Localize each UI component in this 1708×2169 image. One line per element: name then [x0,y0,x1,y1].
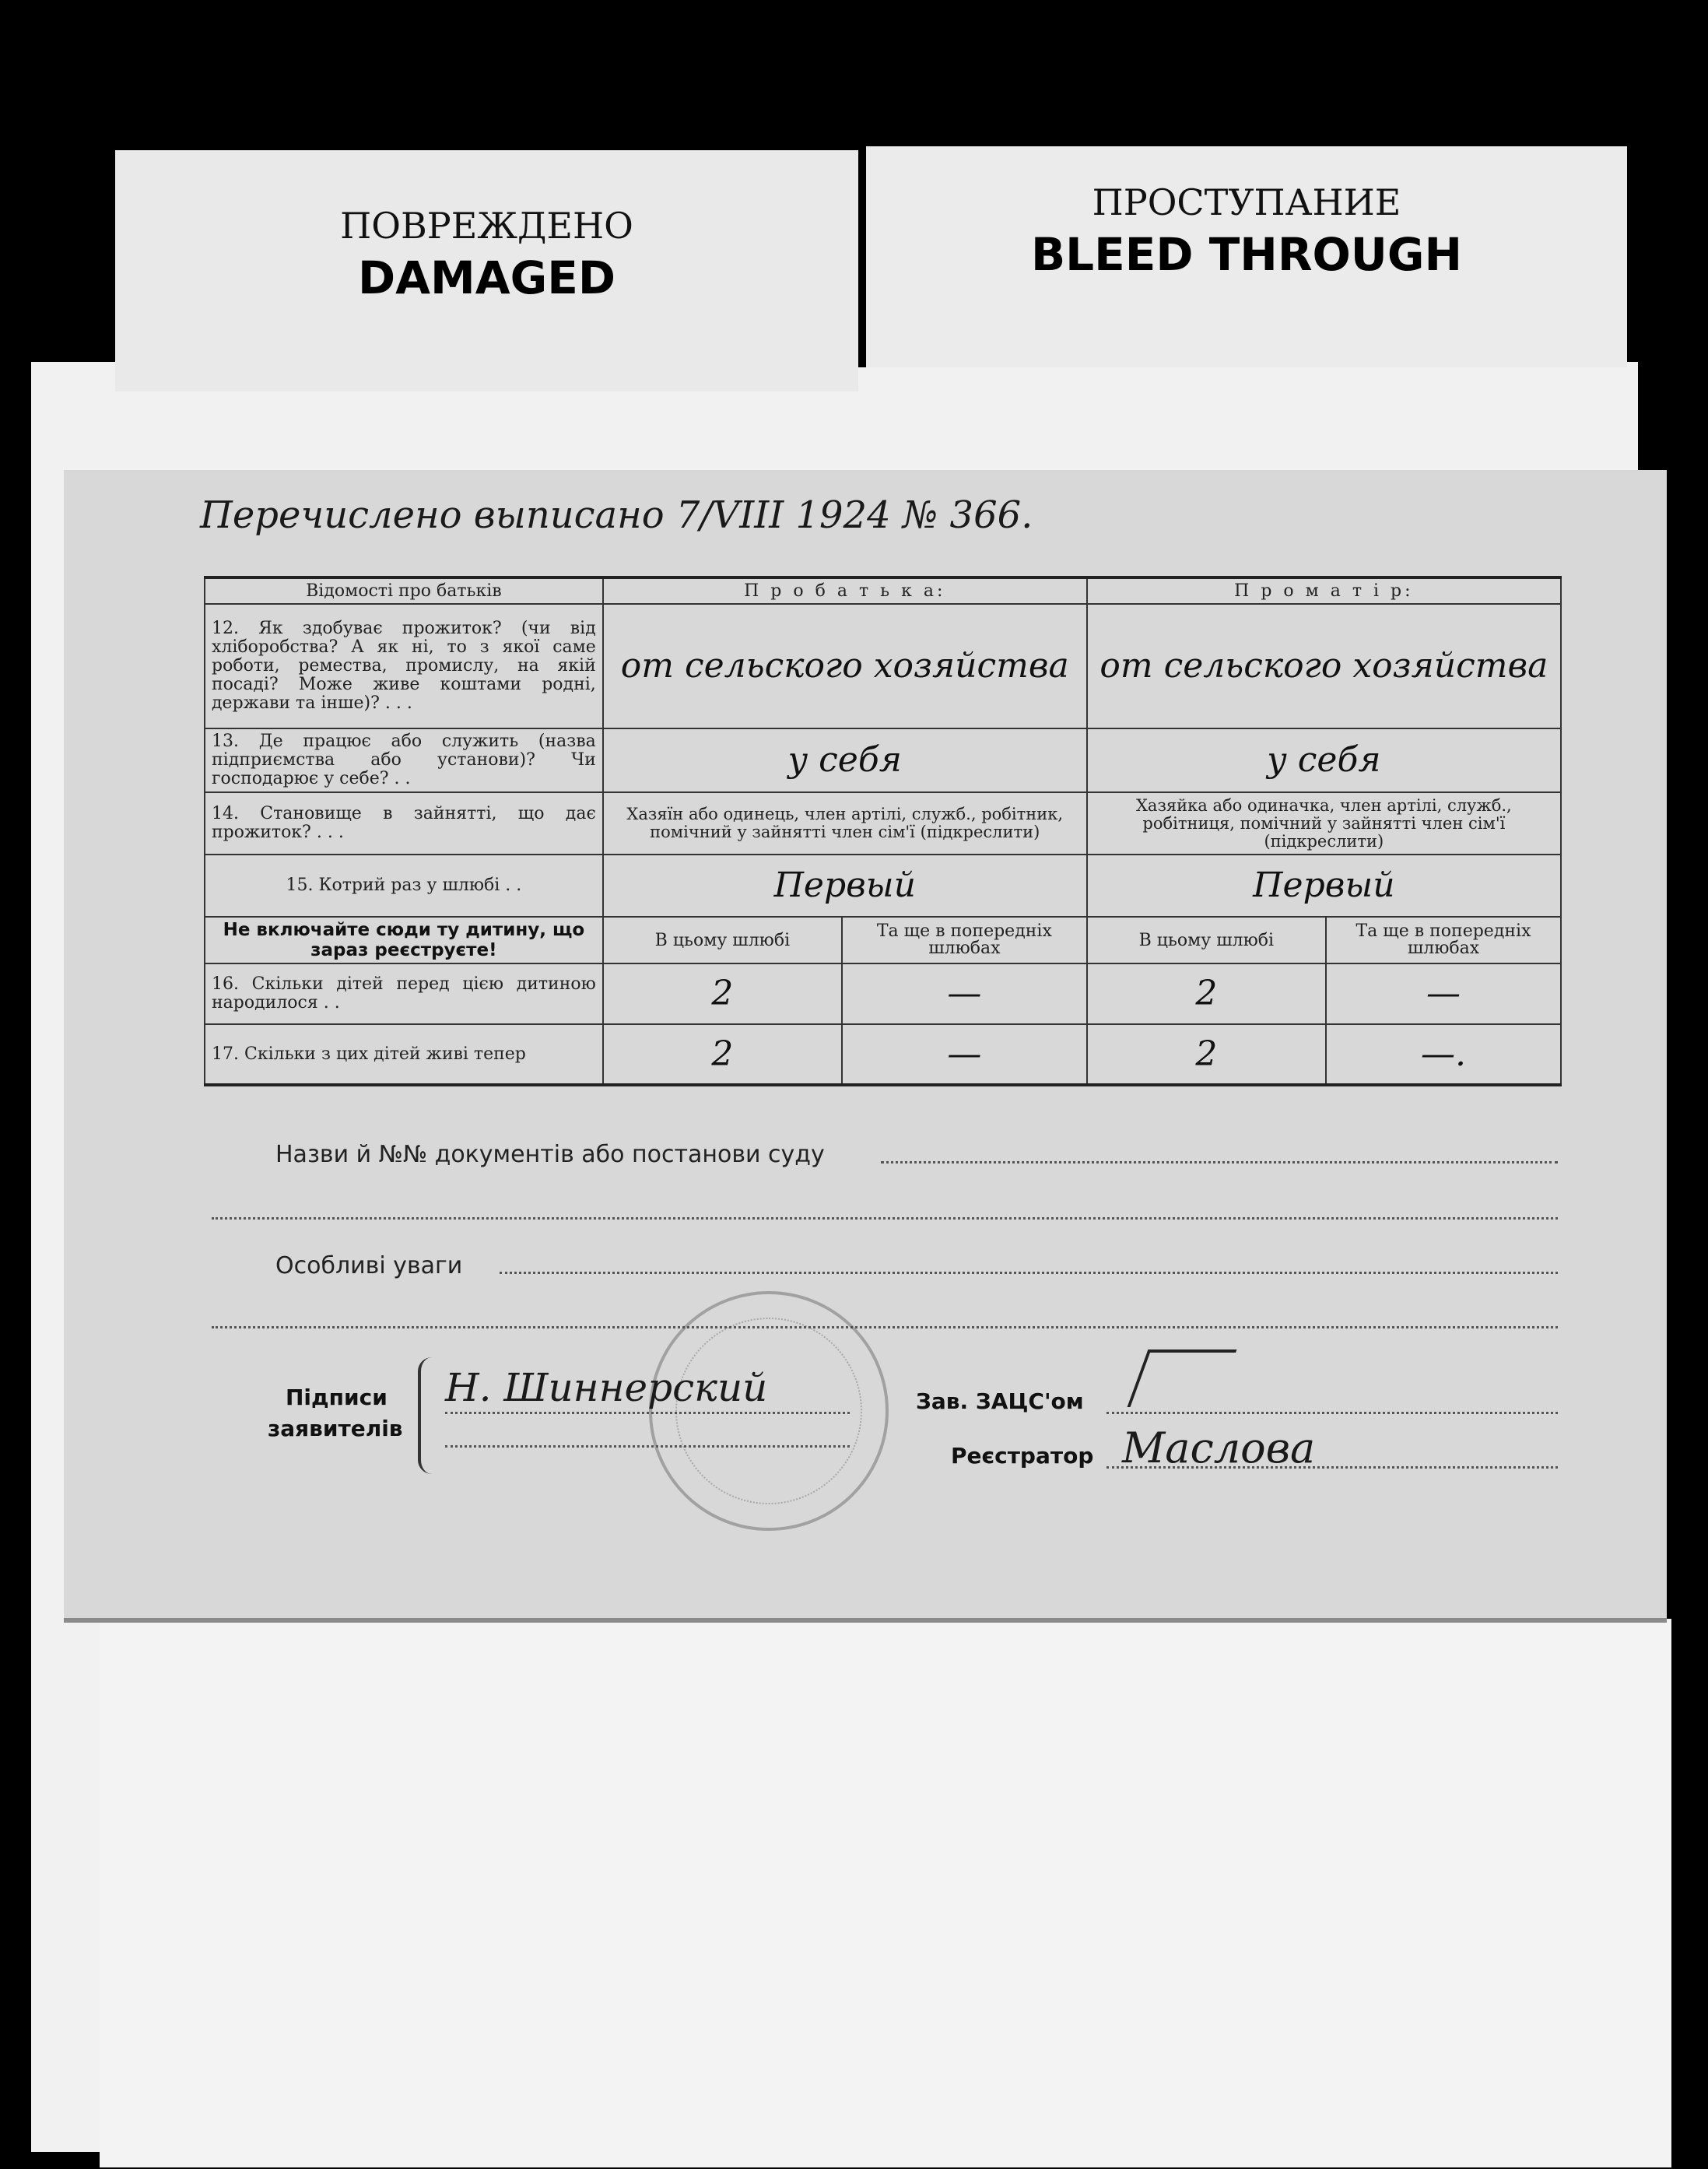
bleed-through-target-card [858,146,1627,367]
special-notes-label: Особливі уваги [275,1252,463,1279]
col-mother-header: П р о м а т і р: [1087,577,1561,604]
damaged-en-label: DAMAGED [357,251,616,304]
answer-12-mother: от сельского хозяйства [1087,604,1561,728]
exclude-child-note: Не включайте сюди ту дитину, що зараз реєструєте! [205,917,603,963]
table-header-row [205,577,1561,604]
special-notes-line [500,1272,1558,1274]
answer-17-father-prev: — [842,1024,1087,1085]
subheader-father-this-marriage: В цьому шлюбі [603,917,842,963]
table-row [205,792,1561,855]
damaged-target-card [115,150,858,391]
bottom-sheet [100,1619,1671,2167]
registrar-signature: Маслова [1122,1423,1316,1472]
answer-16-mother-prev: — [1326,963,1561,1024]
question-16: 16. Скільки дітей перед цією дитиною народилося . . [205,963,603,1024]
answer-12-father: от сельского хозяйства [603,604,1087,728]
table-row [205,963,1561,1024]
answer-17-father-this: 2 [603,1024,842,1085]
parents-info-table [204,576,1562,1086]
table-row [205,728,1561,792]
subheader-father-previous-marriages: Та ще в попередніх шлюбах [842,917,1087,963]
special-notes-line-2 [212,1326,1558,1328]
question-14: 14. Становище в зайнятті, що дає прожиток? . . . [205,792,603,855]
registration-form-page [64,470,1667,1623]
head-label: Зав. ЗАЦС'ом [916,1388,1084,1414]
answer-13-mother: у себя [1087,728,1561,792]
subheader-mother-this-marriage: В цьому шлюбі [1087,917,1326,963]
answer-16-father-this: 2 [603,963,842,1024]
answer-13-father: у себя [603,728,1087,792]
documents-label: Назви й №№ документів або постанови суду [275,1141,825,1168]
bleed-ru-label: ПРОСТУПАНИЕ [1092,181,1401,223]
header-handwritten-note: Перечислено выписано 7/VIII 1924 № 366. [200,493,1033,537]
answer-15-father: Первый [603,855,1087,917]
signatures-label-2: заявителів [268,1416,403,1441]
col-label-header: Відомості про батьків [205,577,603,604]
question-13: 13. Де працює або служить (назва підприємства або установи)? Чи господарює у себе? . . [205,728,603,792]
official-stamp [649,1291,889,1531]
answer-14-mother: Хазяйка або одиначка, член артілі, служб., робітниця, помічний у зайнятті член сім'ї (підкреслити) [1087,792,1561,855]
table-row [205,855,1561,917]
question-12: 12. Як здобуває прожиток? (чи від хліборобства? А як ні, то з якої саме роботи, ремества, промислу, на якій посаді? Може живе коштами родні, держави та інше)? . . . [205,604,603,728]
documents-line [881,1161,1558,1163]
answer-17-mother-this: 2 [1087,1024,1326,1085]
answer-14-father: Хазяїн або одинець, член артілі, служб., робітник, помічний у зайнятті член сім'ї (підкреслити) [603,792,1087,855]
applicant-sign-line-2 [445,1445,850,1448]
head-signature-mark [1128,1349,1237,1407]
table-subheader-row [205,917,1561,963]
head-sign-line [1107,1412,1558,1414]
answer-15-mother: Первый [1087,855,1561,917]
col-father-header: П р о б а т ь к а: [603,577,1087,604]
question-15: 15. Котрий раз у шлюбі . . [205,855,603,917]
question-17: 17. Скільки з цих дітей живі тепер [205,1024,603,1085]
subheader-mother-previous-marriages: Та ще в попередніх шлюбах [1326,917,1561,963]
signatures-brace [418,1357,432,1474]
bleed-en-label: BLEED THROUGH [1030,228,1463,281]
answer-16-father-prev: — [842,963,1087,1024]
table-row [205,604,1561,728]
damaged-ru-label: ПОВРЕЖДЕНО [340,205,633,247]
applicant-sign-line-1 [445,1412,850,1414]
answer-16-mother-this: 2 [1087,963,1326,1024]
signatures-label-1: Підписи [286,1385,388,1410]
table-row [205,1024,1561,1085]
registrar-label: Реєстратор [951,1443,1094,1469]
applicant-signature: Н. Шиннерский [445,1365,768,1410]
answer-17-mother-prev: —. [1326,1024,1561,1085]
documents-line-2 [212,1217,1558,1220]
